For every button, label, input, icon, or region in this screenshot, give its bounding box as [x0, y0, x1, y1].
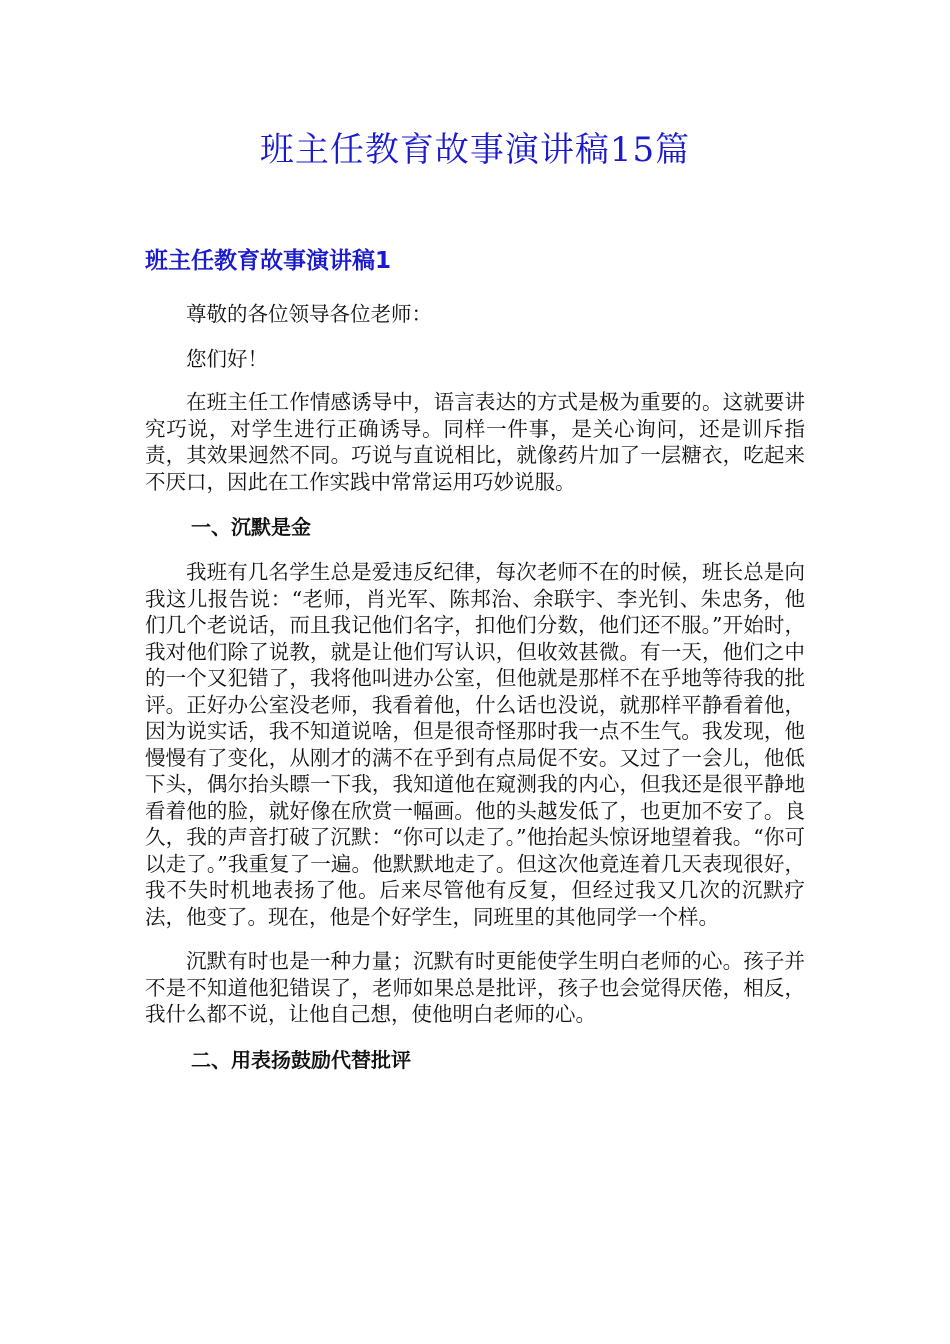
story-paragraph: 我班有几名学生总是爱违反纪律，每次老师不在的时候，班长总是向我这儿报告说：“老师，肖光军、陈邦治、余联宇、李光钊、朱忠务，他们几个老说话，而且我记他们名字，扣他们分数，他们还不服。”开始时，我对他们除了说教，就是让他们写认识，但收效甚微。有一天，他们之中的一个又犯错了，我将他叫进办公室，但他就是那样不在乎地等待我的批评。正好办公室没老师，我看着他，什么话也没说，就那样平静看着他，因为说实话，我不知道说啥，但是很奇怪那时我一点不生气。我发现，他慢慢有了变化，从刚才的满不在乎到有点局促不安。又过了一会儿，他低下头，偶尔抬头瞟一下我，我知道他在窥测我的内心，但我还是很平静地看着他的脸，就好像在欣赏一幅画。他的头越发低了，也更加不安了。良久，我的声音打破了沉默：“你可以走了。”他抬起头惊讶地望着我。“你可以走了。”我重复了一遍。他默默地走了。但这次他竟连着几天表现很好，我不失时机地表扬了他。后来尽管他有反复，但经过我又几次的沉默疗法，他变了。现在，他是个好学生，同班里的其他同学一个样。 [145, 560, 805, 929]
section-title: 班主任教育故事演讲稿1 [145, 248, 392, 274]
intro-paragraph: 在班主任工作情感诱导中，语言表达的方式是极为重要的。这就要讲究巧说，对学生进行正确诱导。同样一件事，是关心询问，还是训斥指责，其效果迥然不同。巧说与直说相比，就像药片加了一层糖衣，吃起来不厌口，因此在工作实践中常常运用巧妙说服。 [145, 390, 805, 494]
document-title: 班主任教育故事演讲稿15篇 [259, 130, 691, 170]
document-body [145, 301, 805, 1092]
greeting-paragraph: 您们好！ [186, 346, 268, 371]
subheading-praise: 二、用表扬鼓励代替批评 [191, 1047, 411, 1072]
subheading-silence: 一、沉默是金 [191, 515, 311, 539]
reflection-paragraph: 沉默有时也是一种力量；沉默有时更能使学生明白老师的心。孩子并不是不知道他犯错误了，老师如果总是批评，孩子也会觉得厌倦，相反，我什么都不说，让他自己想，使他明白老师的心。 [145, 949, 805, 1026]
salutation-paragraph: 尊敬的各位领导各位老师： [186, 302, 432, 326]
